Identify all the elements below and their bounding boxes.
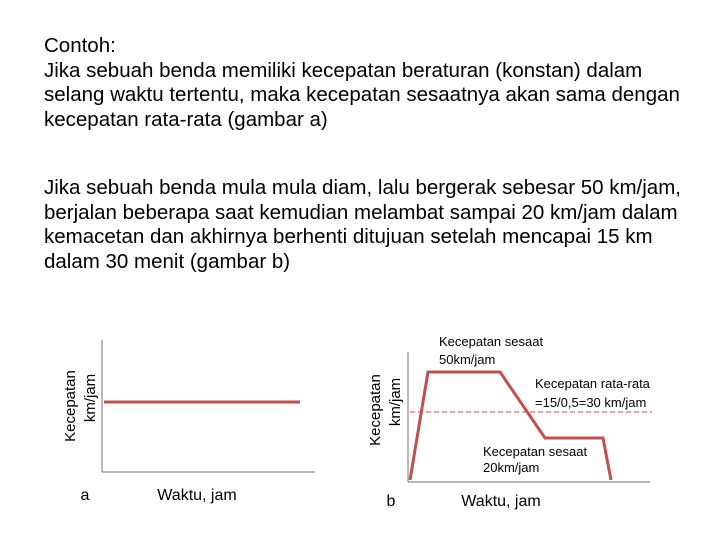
chart-b-peak-annotation-line1: Kecepatan sesaat xyxy=(439,334,544,349)
chart-b-peak-annotation-line2: 50km/jam xyxy=(439,352,496,367)
chart-b-low-annotation-line1: Kecepatan sesaat xyxy=(483,444,588,459)
chart-a-xlabel: Waktu, jam xyxy=(157,487,237,504)
chart-b xyxy=(367,334,652,510)
chart-a xyxy=(62,340,315,504)
chart-b-xlabel: Waktu, jam xyxy=(461,493,541,510)
chart-b-ylabel-line1: Kecepatan xyxy=(367,374,384,446)
chart-a-ylabel-line1: Kecepatan xyxy=(62,370,79,442)
chart-b-average-annotation-line2: =15/0,5=30 km/jam xyxy=(535,395,647,410)
chart-b-average-annotation-line1: Kecepatan rata-rata xyxy=(535,376,650,391)
chart-a-caption: a xyxy=(80,487,90,504)
example-paragraph-b: Jika sebuah benda mula mula diam, lalu bergerak sebesar 50 km/jam, berjalan beberapa saat kemudian melambat sampai 20 km/jam dalam kemacetan dan akhirnya berhenti ditujuan setelah mencapai 15 km dalam 30 menit (gambar b) xyxy=(44,176,681,273)
example-paragraph-a: Contoh: Jika sebuah benda memiliki kecepatan beraturan (konstan) dalam selang waktu tertentu, maka kecepatan sesaatnya akan sama dengan kecepatan rata-rata (gambar a) xyxy=(44,34,680,131)
chart-a-ylabel-line2: km/jam xyxy=(82,373,99,423)
chart-b-caption: b xyxy=(386,493,396,510)
chart-b-ylabel-line2: km/jam xyxy=(387,377,404,427)
chart-b-low-annotation-line2: 20km/jam xyxy=(483,460,540,475)
